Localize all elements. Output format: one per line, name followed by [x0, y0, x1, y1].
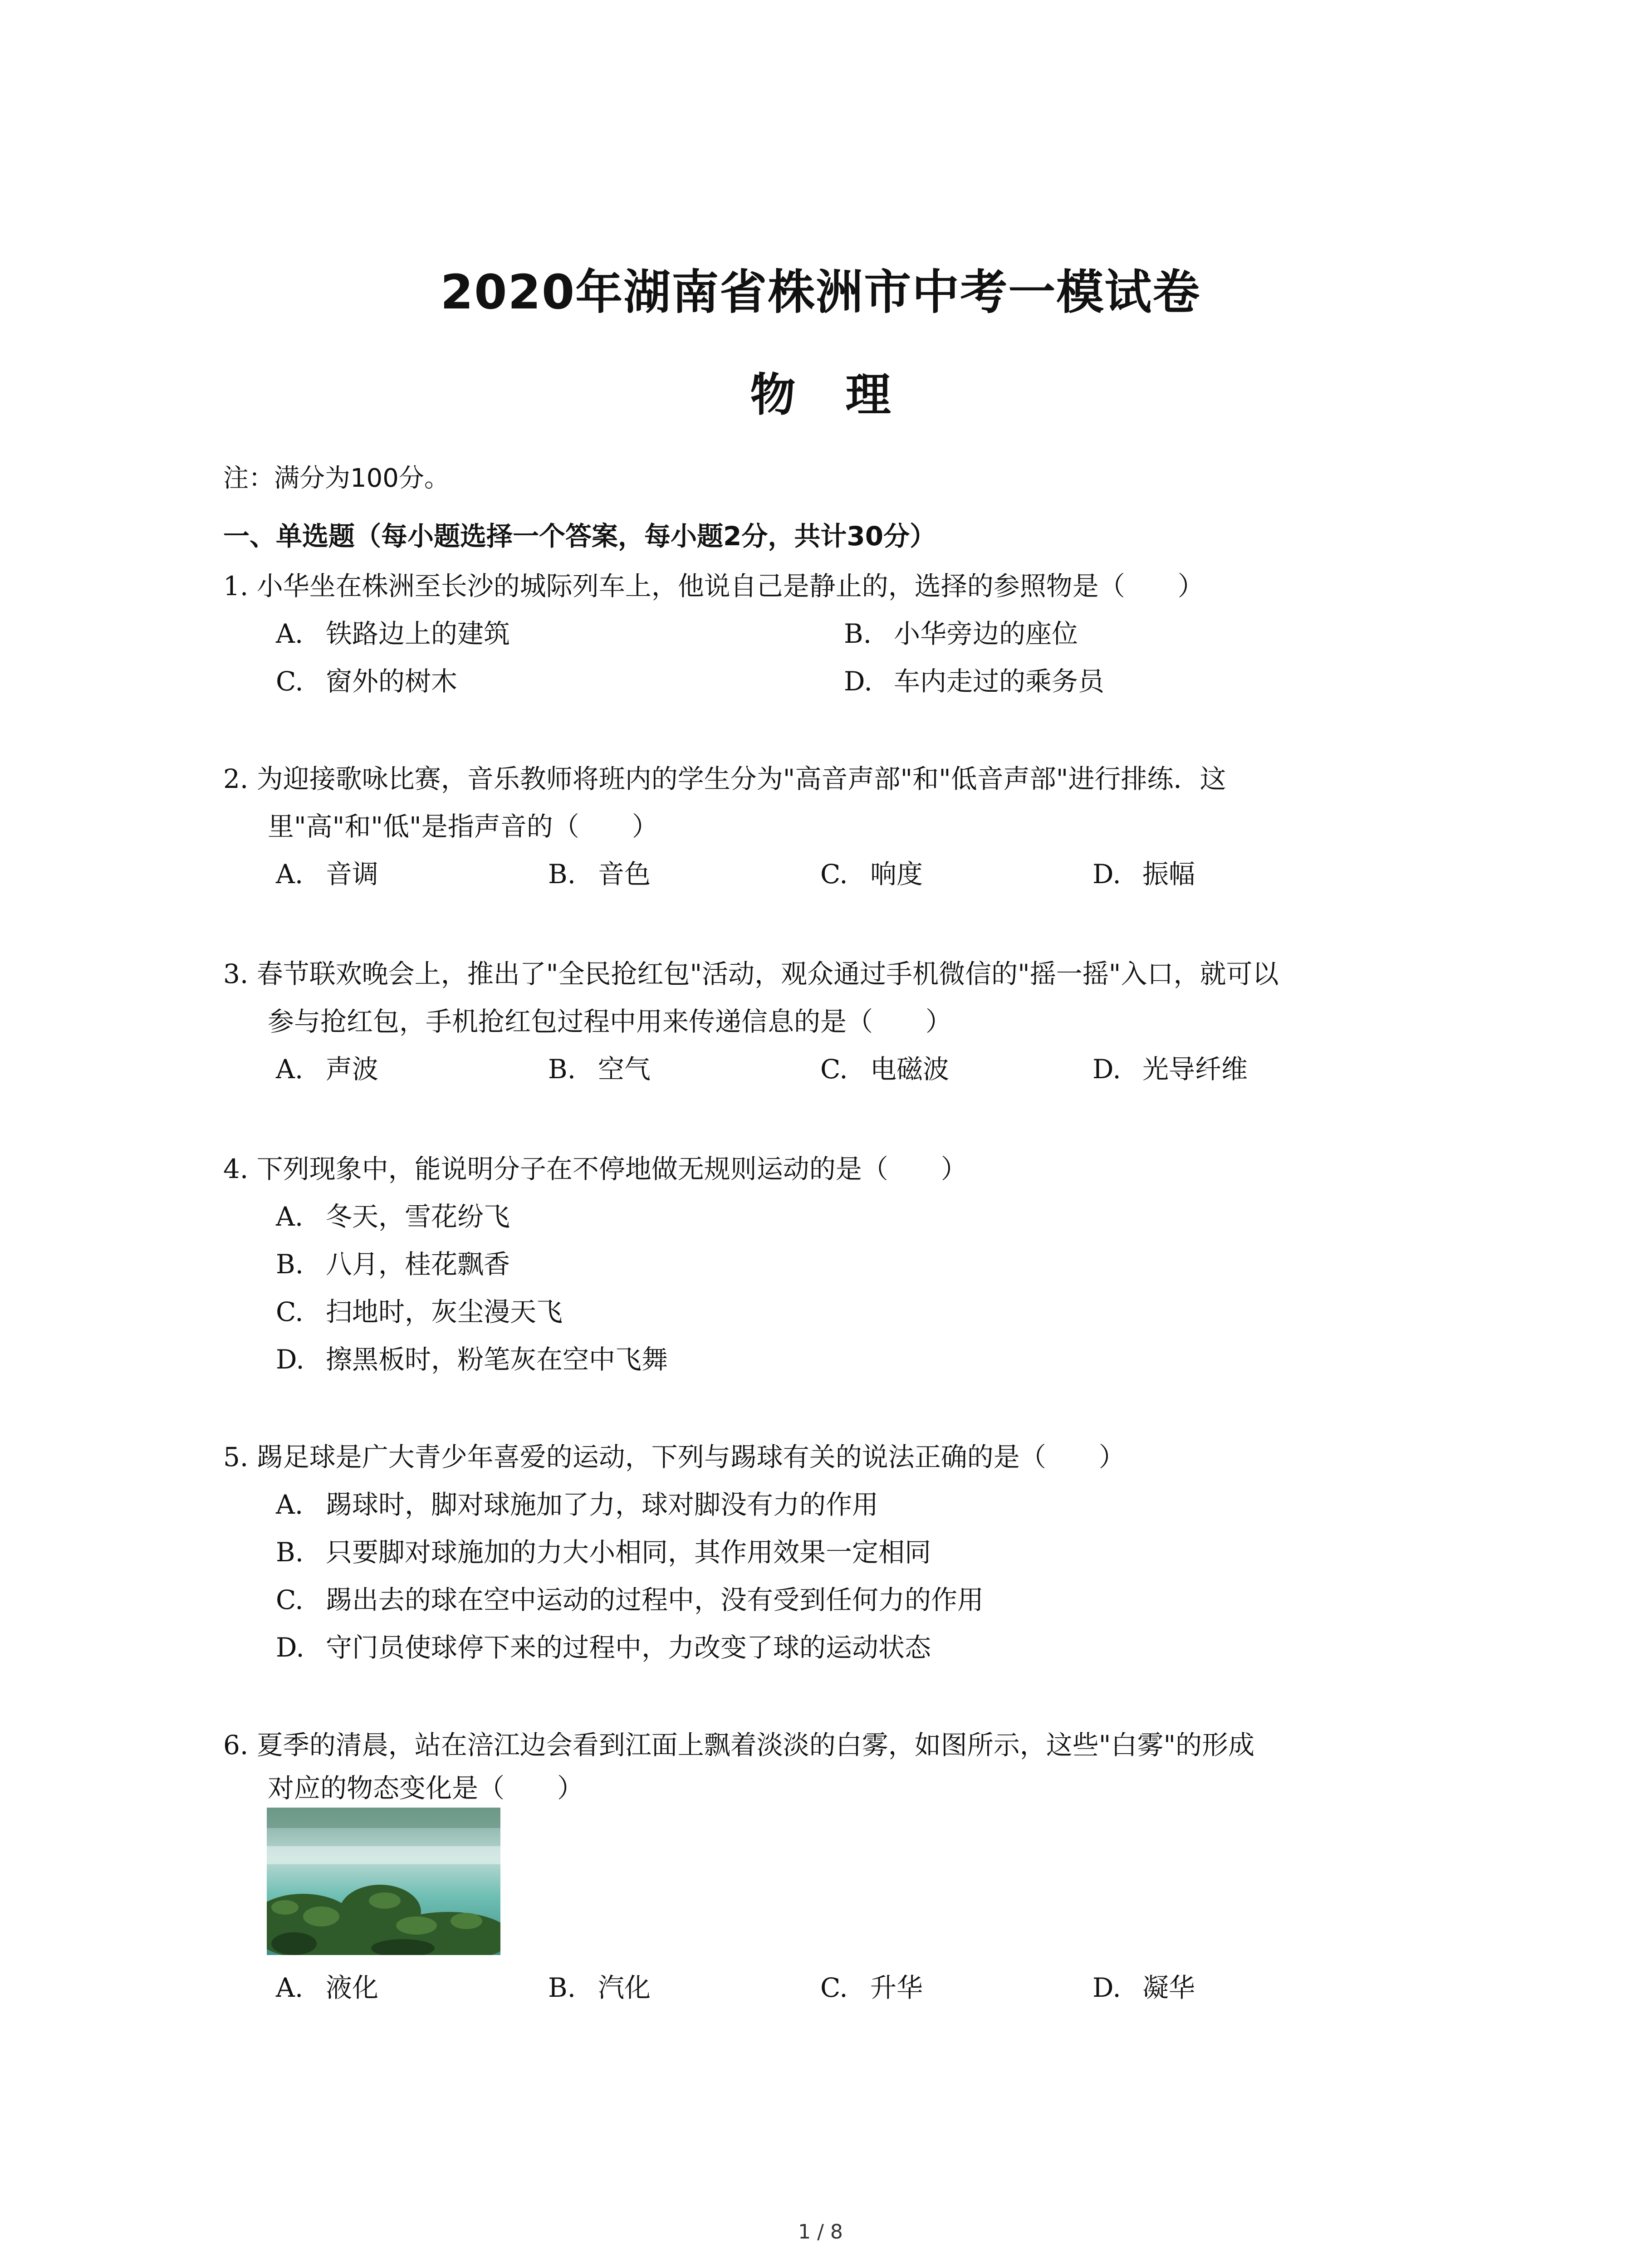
q5-option-c: [276, 1579, 984, 1617]
page-number: 1 / 8: [798, 2220, 843, 2244]
q5-option-d: [276, 1626, 931, 1664]
option-letter: A.: [276, 1489, 304, 1520]
q4-option-c: [276, 1290, 563, 1329]
q4-option-d: [276, 1338, 668, 1376]
q6-option-a: [276, 1966, 378, 2004]
option-text: 音调: [326, 859, 379, 890]
option-letter: D.: [1092, 859, 1121, 890]
q1-option-d: [844, 660, 1104, 698]
q2-option-d: [1092, 853, 1195, 891]
option-letter: D.: [1092, 1972, 1121, 2003]
option-text: 车内走过的乘务员: [894, 666, 1105, 697]
q6-option-c: [820, 1966, 923, 2004]
option-text: 踢出去的球在空中运动的过程中，没有受到任何力的作用: [326, 1584, 984, 1615]
option-letter: C.: [276, 666, 304, 697]
option-text: 汽化: [598, 1972, 651, 2003]
option-letter: D.: [844, 666, 872, 697]
q4-option-a: [276, 1195, 510, 1233]
q5-option-b: [276, 1531, 931, 1569]
q2-option-c: [820, 853, 923, 891]
option-text: 铁路边上的建筑: [326, 618, 510, 649]
river-fog-illustration: [267, 1808, 500, 1955]
option-text: 只要脚对球施加的力大小相同，其作用效果一定相同: [326, 1537, 931, 1568]
option-letter: C.: [820, 1972, 848, 2003]
option-text: 电磁波: [870, 1054, 950, 1085]
question-3-stem-line-2: 参与抢红包，手机抢红包过程中用来传递信息的是（ ）: [268, 1006, 952, 1037]
option-text: 小华旁边的座位: [894, 618, 1078, 649]
option-letter: D.: [276, 1344, 304, 1375]
option-text: 擦黑板时，粉笔灰在空中飞舞: [326, 1344, 668, 1375]
option-text: 踢球时，脚对球施加了力，球对脚没有力的作用: [326, 1489, 879, 1520]
option-letter: B.: [276, 1537, 304, 1568]
option-letter: A.: [276, 1054, 304, 1085]
q6-option-b: [548, 1966, 651, 2004]
question-1-stem: 1. 小华坐在株洲至长沙的城际列车上，他说自己是静止的，选择的参照物是（ ）: [223, 571, 1204, 601]
option-text: 八月，桂花飘香: [326, 1249, 510, 1280]
option-letter: B.: [844, 618, 872, 649]
option-letter: A.: [276, 618, 304, 649]
q3-option-b: [548, 1048, 651, 1086]
option-letter: B.: [548, 1972, 576, 2003]
option-letter: C.: [820, 859, 848, 890]
question-2-stem-line-1: 2. 为迎接歌咏比赛，音乐教师将班内的学生分为"高音声部"和"低音声部"进行排练．这: [223, 763, 1226, 794]
q6-option-d: [1092, 1966, 1195, 2004]
option-text: 光导纤维: [1142, 1054, 1248, 1085]
option-letter: D.: [276, 1632, 304, 1663]
question-6-stem-line-1: 6. 夏季的清晨，站在涪江边会看到江面上飘着淡淡的白雾，如图所示，这些"白雾"的形成: [223, 1730, 1255, 1760]
option-letter: C.: [276, 1584, 304, 1615]
question-2-stem-line-2: 里"高"和"低"是指声音的（ ）: [268, 811, 658, 842]
option-text: 扫地时，灰尘漫天飞: [326, 1296, 563, 1327]
option-letter: A.: [276, 1201, 304, 1232]
question-6-stem-line-2: 对应的物态变化是（ ）: [268, 1773, 584, 1804]
option-text: 冬天，雪花纷飞: [326, 1201, 510, 1232]
q4-option-b: [276, 1243, 510, 1281]
section-heading: 一、单选题（每小题选择一个答案，每小题2分，共计30分）: [223, 521, 936, 552]
option-letter: C.: [276, 1296, 304, 1327]
option-text: 音色: [598, 859, 651, 890]
question-3-stem-line-1: 3. 春节联欢晚会上，推出了"全民抢红包"活动，观众通过手机微信的"摇一摇"入口，就可以: [223, 958, 1279, 989]
option-letter: D.: [1092, 1054, 1121, 1085]
option-text: 液化: [326, 1972, 379, 2003]
option-text: 空气: [598, 1054, 651, 1085]
exam-title: 2020年湖南省株洲市中考一模试卷: [440, 264, 1201, 320]
q3-option-d: [1092, 1048, 1248, 1086]
q2-option-b: [548, 853, 651, 891]
option-text: 升华: [870, 1972, 923, 2003]
river-fog-photo: [267, 1808, 500, 1955]
option-text: 凝华: [1142, 1972, 1195, 2003]
option-letter: A.: [276, 859, 304, 890]
q1-option-b: [844, 612, 1078, 650]
option-letter: A.: [276, 1972, 304, 2003]
option-text: 振幅: [1142, 859, 1195, 890]
question-5-stem: 5. 踢足球是广大青少年喜爱的运动，下列与踢球有关的说法正确的是（ ）: [223, 1442, 1125, 1472]
option-letter: C.: [820, 1054, 848, 1085]
question-4-stem: 4. 下列现象中，能说明分子在不停地做无规则运动的是（ ）: [223, 1154, 967, 1184]
q1-option-a: [276, 612, 510, 650]
option-text: 响度: [870, 859, 923, 890]
q3-option-a: [276, 1048, 378, 1086]
q3-option-c: [820, 1048, 949, 1086]
option-text: 声波: [326, 1054, 379, 1085]
option-letter: B.: [548, 859, 576, 890]
score-note: 注：满分为100分。: [223, 464, 450, 493]
option-text: 守门员使球停下来的过程中，力改变了球的运动状态: [326, 1632, 931, 1663]
option-letter: B.: [276, 1249, 304, 1280]
q2-option-a: [276, 853, 378, 891]
q1-option-c: [276, 660, 457, 698]
subject-title: 物理: [750, 368, 941, 421]
option-letter: B.: [548, 1054, 576, 1085]
q5-option-a: [276, 1483, 878, 1521]
option-text: 窗外的树木: [326, 666, 458, 697]
